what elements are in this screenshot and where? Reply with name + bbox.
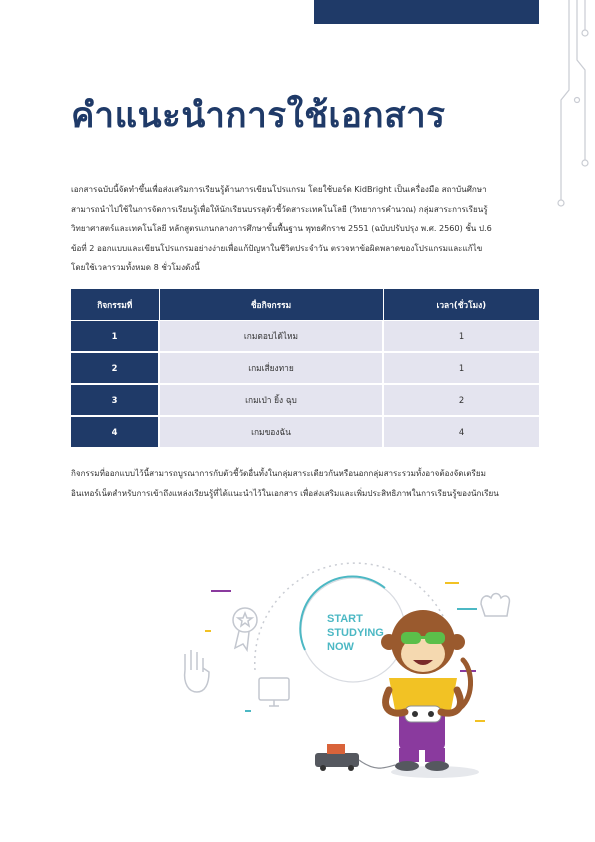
header-activity-no: กิจกรรมที่ — [71, 289, 159, 321]
outro-line: กิจกรรมที่ออกแบบไว้นี้สามารถบูรณาการกับตัวชี้วัดอื่นทั้งในกลุ่มสาระเดียวกันหรือนอกกลุ่มสาระรวมทั้งอาจต้องจัดเตรียม — [71, 468, 486, 478]
activity-no: 2 — [71, 352, 159, 384]
activity-no: 1 — [71, 321, 159, 353]
intro-paragraph — [71, 180, 539, 278]
activity-hours: 4 — [383, 416, 539, 447]
intro-line: วิทยาศาสตร์และเทคโนโลยี หลักสูตรแกนกลางการศึกษาขั้นพื้นฐาน พุทธศักราช 2551 (ฉบับปรับปรุง พ.ศ. 2560) ชั้น ป.6 — [71, 223, 492, 233]
table-row — [71, 416, 539, 447]
activity-hours: 1 — [383, 352, 539, 384]
activity-name: เกมเป่า ยิ้ง ฉุบ — [159, 384, 383, 416]
activity-hours: 1 — [383, 321, 539, 353]
intro-line: เอกสารฉบับนี้จัดทำขึ้นเพื่อส่งเสริมการเรียนรู้ด้านการเขียนโปรแกรม โดยใช้บอร์ด KidBright เป็นเครื่องมือ สถาบันศึกษา — [71, 184, 487, 194]
monitor-icon — [259, 678, 289, 706]
studying-text: STUDYING — [327, 627, 384, 639]
header-hours: เวลา(ชั่วโมง) — [383, 289, 539, 321]
start-text: START — [327, 613, 363, 625]
activity-table — [71, 289, 539, 447]
award-icon — [233, 608, 257, 650]
monkey-illustration — [175, 560, 535, 790]
activity-no: 3 — [71, 384, 159, 416]
activity-hours: 2 — [383, 384, 539, 416]
outro-paragraph — [71, 463, 539, 503]
circuit-decoration — [555, 0, 595, 210]
page-title: คำแนะนำการใช้เอกสาร — [71, 96, 446, 136]
now-text: NOW — [327, 641, 354, 653]
activity-name: เกมของฉัน — [159, 416, 383, 447]
activity-name: เกมเสี่ยงทาย — [159, 352, 383, 384]
table-row — [71, 384, 539, 416]
table-row — [71, 321, 539, 353]
hand-icon — [185, 650, 209, 692]
intro-line: โดยใช้เวลารวมทั้งหมด 8 ชั่วโมงดังนี้ — [71, 262, 200, 272]
board-robot — [315, 744, 395, 771]
header-band — [314, 0, 539, 24]
table-row — [71, 352, 539, 384]
monkey-character — [381, 610, 479, 778]
fist-icon — [481, 594, 509, 617]
outro-line: อินเทอร์เน็ตสำหรับการเข้าถึงแหล่งเรียนรู้ที่ได้แนะนำไว้ในเอกสาร เพื่อส่งเสริมและเพิ่มประสิทธิภาพในการเรียนรู้ของนักเรียน — [71, 488, 499, 498]
table-header-row — [71, 289, 539, 321]
activity-no: 4 — [71, 416, 159, 447]
header-activity-name: ชื่อกิจกรรม — [159, 289, 383, 321]
activity-name: เกมตอบได้ไหม — [159, 321, 383, 353]
intro-line: สามารถนำไปใช้ในการจัดการเรียนรู้เพื่อให้นักเรียนบรรลุตัวชี้วัดสาระเทคโนโลยี (วิทยาการคำนวณ) กลุ่มสาระการเรียนรู้ — [71, 203, 488, 214]
intro-line: ข้อที่ 2 ออกแบบและเขียนโปรแกรมอย่างง่ายเพื่อแก้ปัญหาในชีวิตประจำวัน ตรวจหาข้อผิดพลาดของโปรแกรมและแก้ไข — [71, 242, 483, 253]
